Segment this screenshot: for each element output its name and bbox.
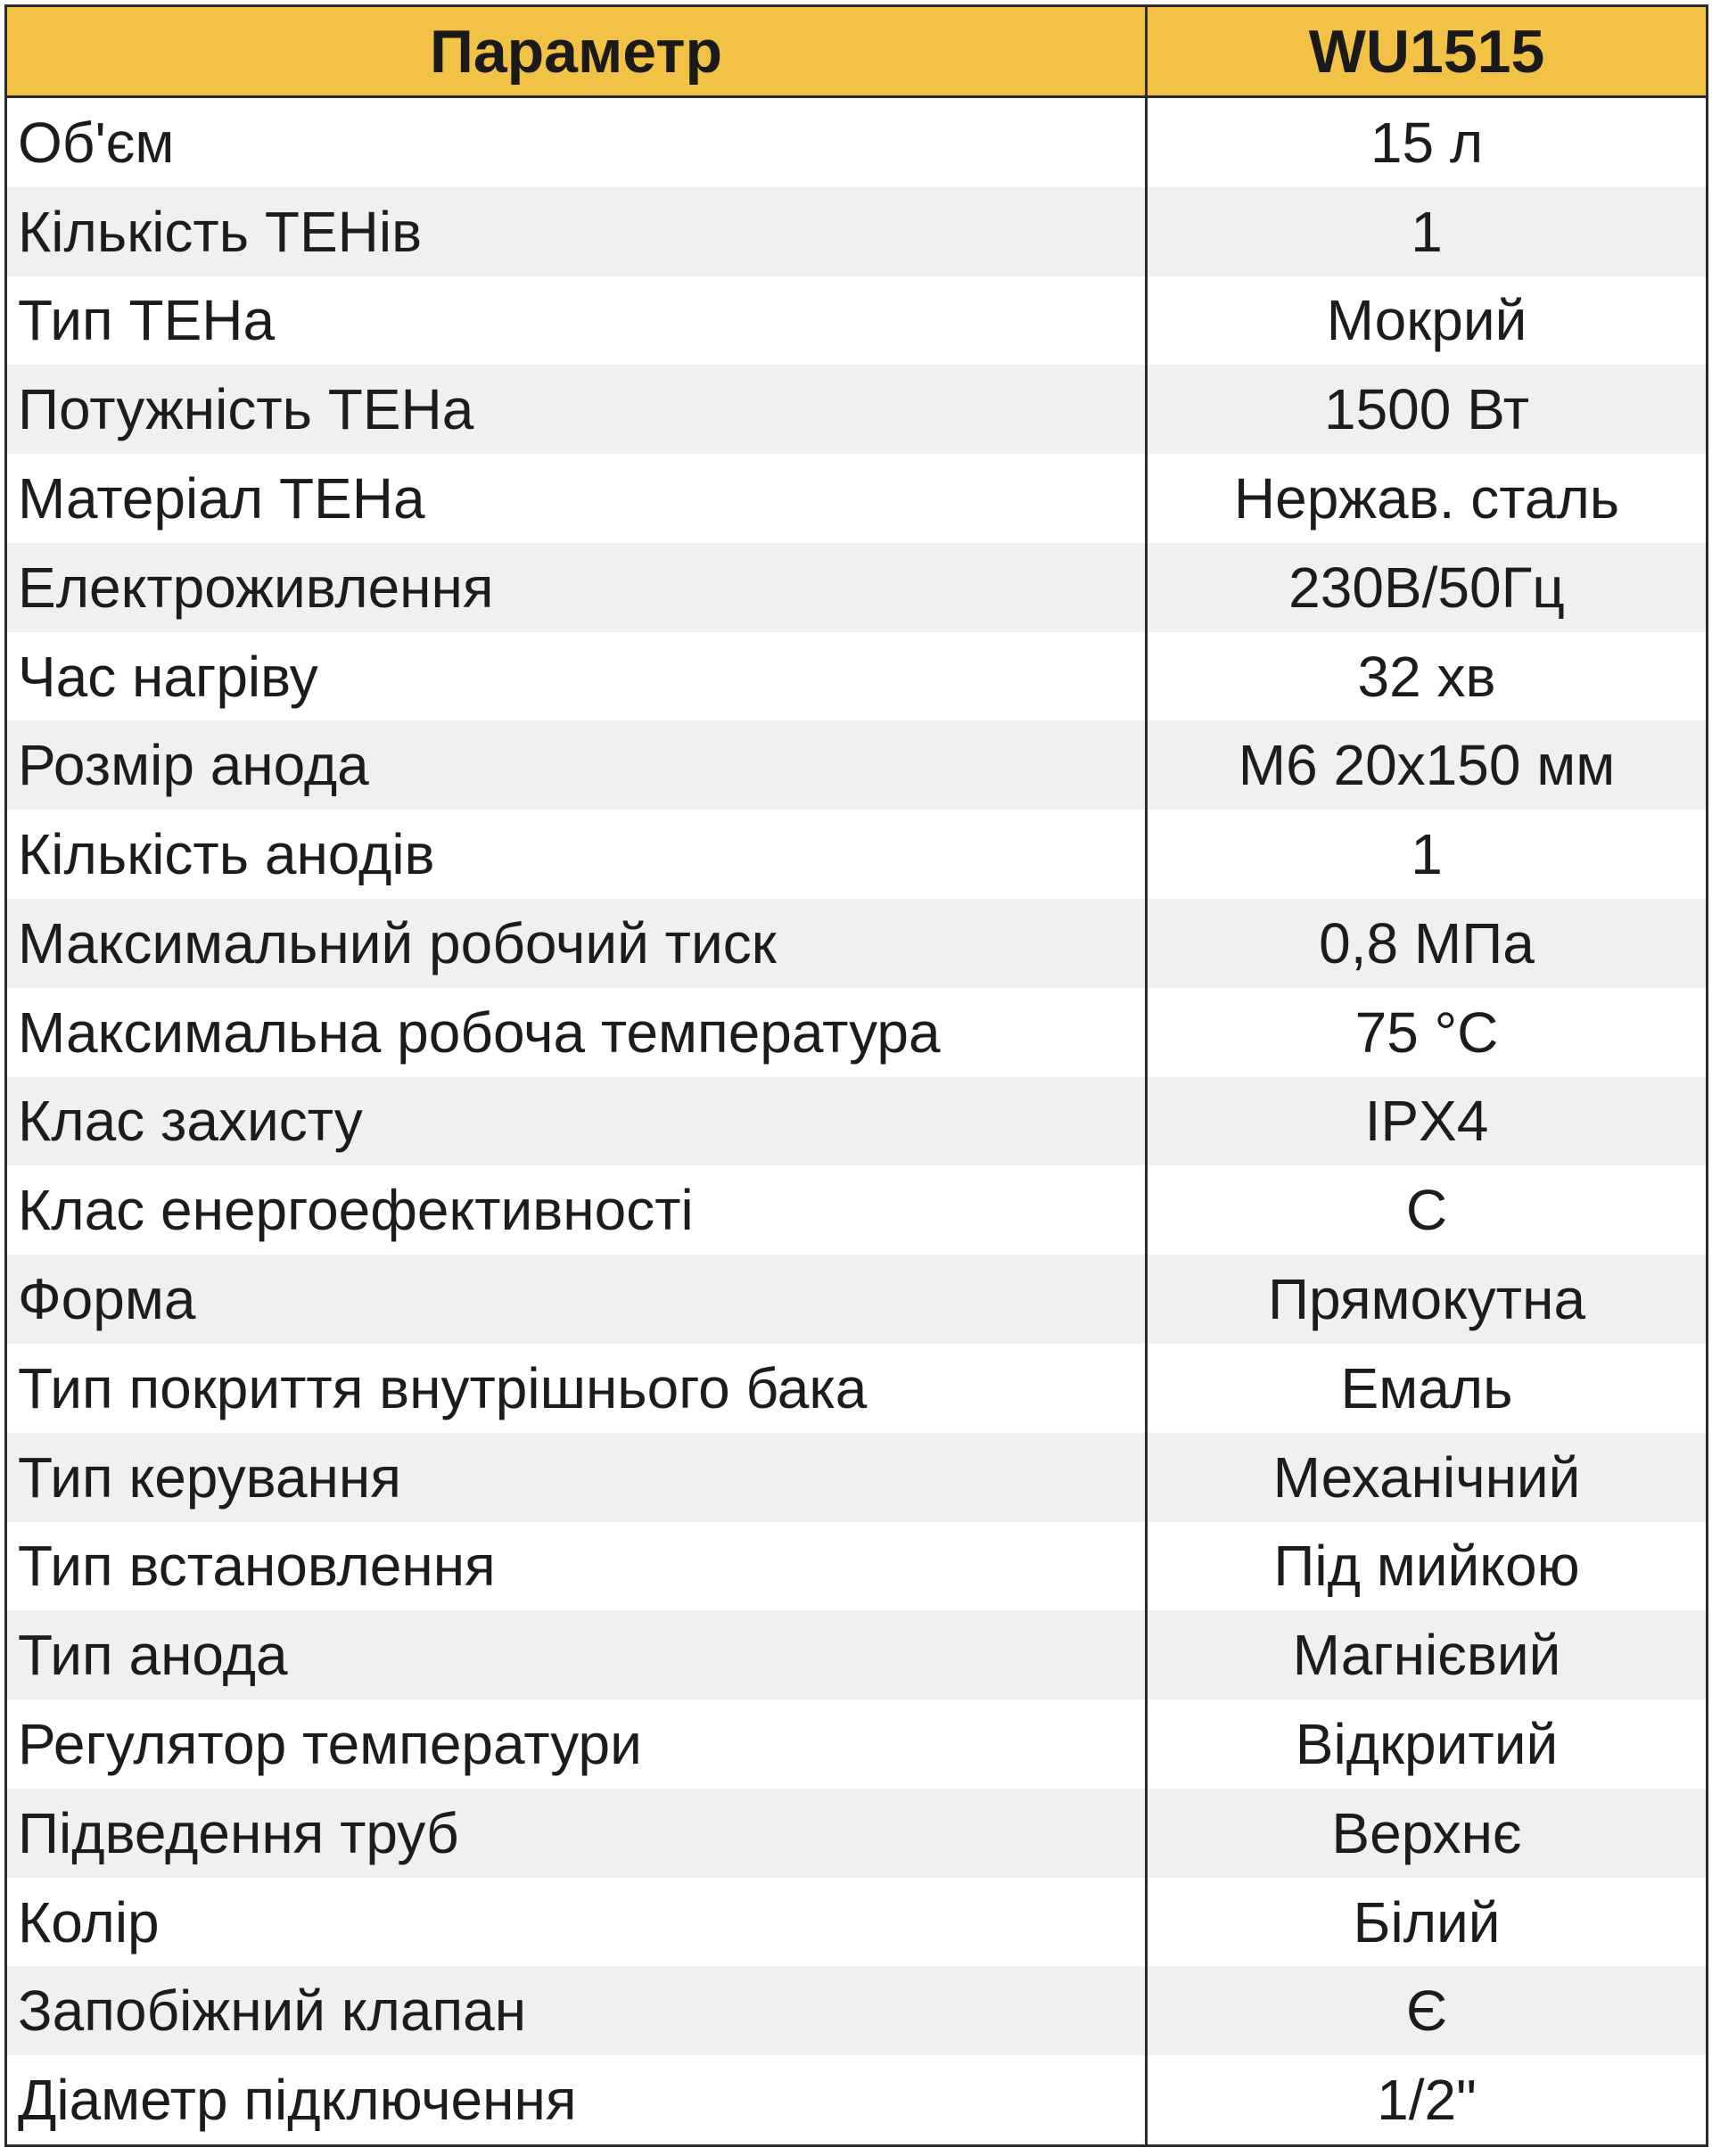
table-row (6, 1522, 1708, 1611)
param-value: 1500 Вт (1147, 365, 1708, 454)
param-value: M6 20x150 мм (1147, 720, 1708, 810)
table-row (6, 97, 1708, 187)
table-row (6, 1344, 1708, 1433)
table-row (6, 454, 1708, 543)
table-row (6, 1699, 1708, 1789)
table-row (6, 1433, 1708, 1522)
param-name: Електроживлення (6, 543, 1147, 632)
param-value: 1 (1147, 810, 1708, 899)
param-name: Час нагріву (6, 632, 1147, 721)
param-name: Об'єм (6, 97, 1147, 187)
param-value: Прямокутна (1147, 1255, 1708, 1344)
param-value: 75 °C (1147, 988, 1708, 1077)
param-value: 1 (1147, 187, 1708, 276)
param-value: 32 хв (1147, 632, 1708, 721)
table-row (6, 1878, 1708, 1967)
param-name: Кількість анодів (6, 810, 1147, 899)
param-name: Потужність ТЕНа (6, 365, 1147, 454)
param-name: Тип встановлення (6, 1522, 1147, 1611)
table-row (6, 543, 1708, 632)
param-name: Тип ТЕНа (6, 276, 1147, 366)
param-value: 230В/50Гц (1147, 543, 1708, 632)
param-name: Тип керування (6, 1433, 1147, 1522)
param-value: Верхнє (1147, 1789, 1708, 1878)
param-name: Клас енергоефективності (6, 1165, 1147, 1255)
param-name: Тип покриття внутрішнього бака (6, 1344, 1147, 1433)
param-name: Форма (6, 1255, 1147, 1344)
param-name: Клас захисту (6, 1077, 1147, 1166)
param-value: Магнієвий (1147, 1610, 1708, 1699)
model-column-header: WU1515 (1147, 6, 1708, 97)
param-name: Діаметр підключення (6, 2055, 1147, 2145)
table-row (6, 632, 1708, 721)
table-row (6, 1966, 1708, 2055)
param-value: IPX4 (1147, 1077, 1708, 1166)
param-value: Емаль (1147, 1344, 1708, 1433)
table-row (6, 720, 1708, 810)
param-value: Мокрий (1147, 276, 1708, 366)
param-value: 15 л (1147, 97, 1708, 187)
table-row (6, 810, 1708, 899)
param-name: Регулятор температури (6, 1699, 1147, 1789)
table-row (6, 988, 1708, 1077)
table-row (6, 1077, 1708, 1166)
param-name: Кількість ТЕНів (6, 187, 1147, 276)
table-header-row (6, 6, 1708, 97)
param-name: Тип анода (6, 1610, 1147, 1699)
param-column-header: Параметр (6, 6, 1147, 97)
param-name: Колір (6, 1878, 1147, 1967)
param-name: Підведення труб (6, 1789, 1147, 1878)
param-value: Нержав. сталь (1147, 454, 1708, 543)
param-value: 0,8 МПа (1147, 899, 1708, 988)
param-value: Білий (1147, 1878, 1708, 1967)
param-value: 1/2" (1147, 2055, 1708, 2145)
param-name: Матеріал ТЕНа (6, 454, 1147, 543)
param-value: Під мийкою (1147, 1522, 1708, 1611)
param-value: Відкритий (1147, 1699, 1708, 1789)
param-value: Є (1147, 1966, 1708, 2055)
table-row (6, 276, 1708, 366)
param-value: C (1147, 1165, 1708, 1255)
param-name: Розмір анода (6, 720, 1147, 810)
table-row (6, 899, 1708, 988)
param-name: Максимальна робоча температура (6, 988, 1147, 1077)
table-row (6, 1610, 1708, 1699)
table-row (6, 1789, 1708, 1878)
param-value: Механічний (1147, 1433, 1708, 1522)
spec-table (4, 4, 1708, 2147)
table-row (6, 2055, 1708, 2145)
table-row (6, 1165, 1708, 1255)
table-row (6, 1255, 1708, 1344)
param-name: Запобіжний клапан (6, 1966, 1147, 2055)
table-row (6, 187, 1708, 276)
param-name: Максимальний робочий тиск (6, 899, 1147, 988)
table-row (6, 365, 1708, 454)
